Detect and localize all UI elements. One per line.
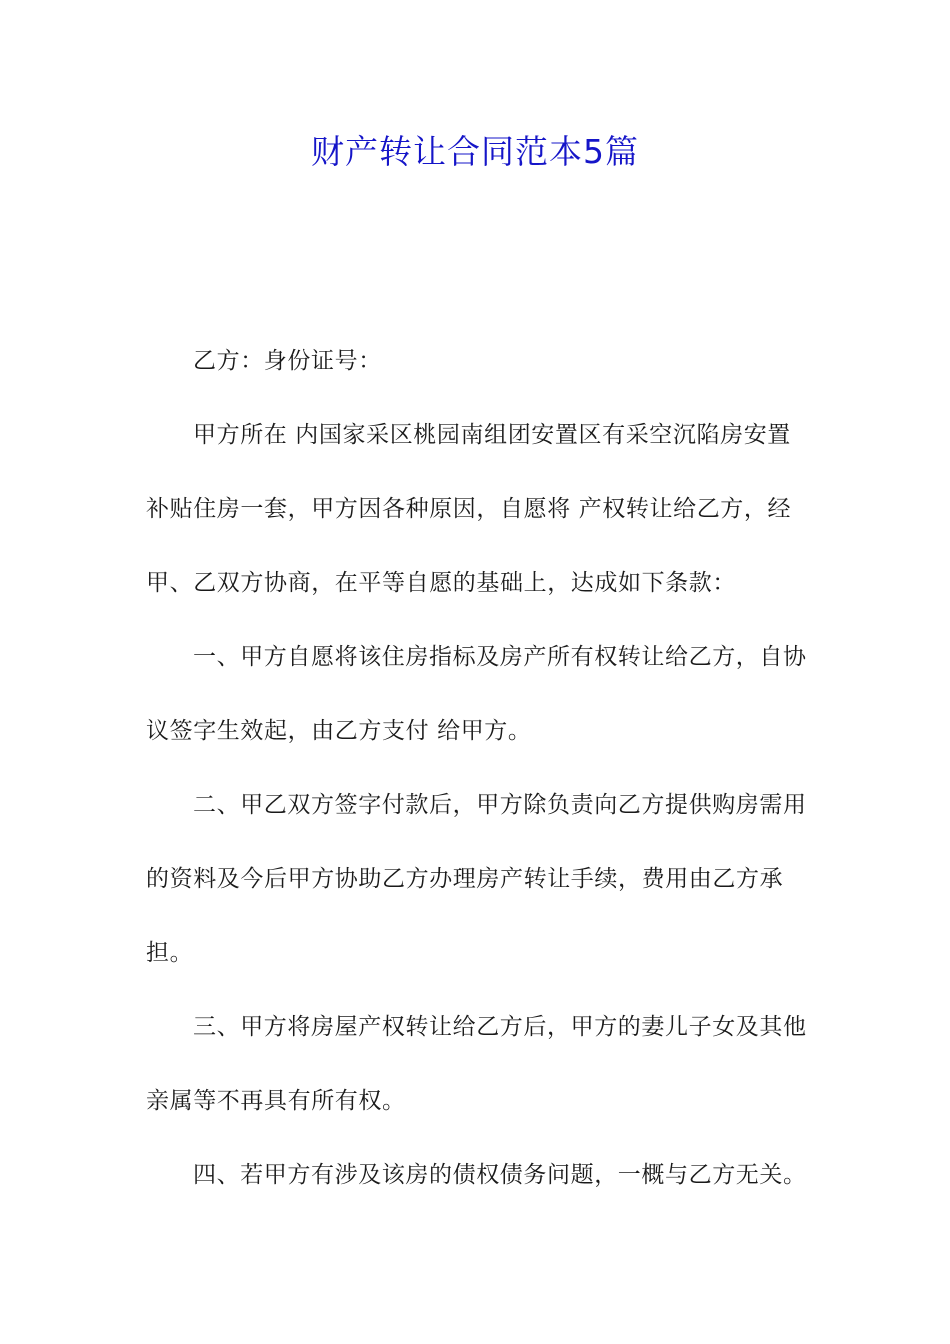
clause-3: 三、甲方将房屋产权转让给乙方后，甲方的妻儿子女及其他亲属等不再具有所有权。 xyxy=(146,1014,807,1114)
paragraph-intro: 甲方所在 内国家采区桃园南组团安置区有采空沉陷房安置补贴住房一套，甲方因各种原因，自愿将 产权转让给乙方，经甲、乙双方协商，在平等自愿的基础上，达成如下条款： xyxy=(146,422,792,596)
clause-2: 二、甲乙双方签字付款后，甲方除负责向乙方提供购房需用的资料及今后甲方协助乙方办理房产转让手续，费用由乙方承担。 xyxy=(146,792,807,966)
clause-1: 一、甲方自愿将该住房指标及房产所有权转让给乙方，自协议签字生效起，由乙方支付 给甲方。 xyxy=(146,644,807,744)
document-body xyxy=(146,324,808,1212)
party-b-id-line: 乙方：身份证号： xyxy=(193,348,382,374)
clause-4: 四、若甲方有涉及该房的债权债务问题，一概与乙方无关。 xyxy=(193,1162,807,1188)
document-title: 财产转让合同范本5篇 xyxy=(311,132,639,171)
